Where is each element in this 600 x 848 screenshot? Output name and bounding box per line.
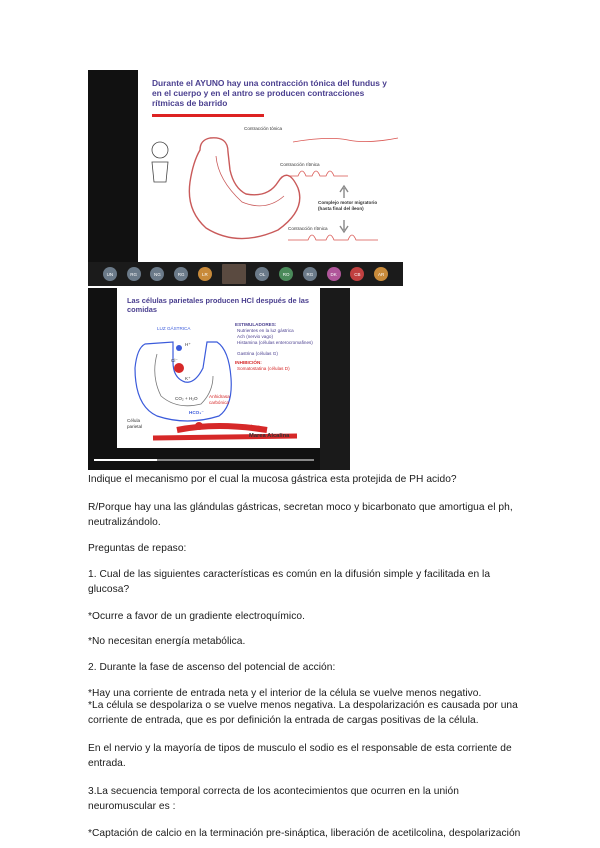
participant-strip <box>88 262 403 286</box>
screenshot-motility <box>88 70 403 286</box>
participant-avatar[interactable]: RG <box>174 267 188 281</box>
answer-text: R/Porque hay una las glándulas gástricas, secretan moco y bicarbonato que amortigua el ph, neutralizándolo. <box>88 502 513 529</box>
q1-answer-b: *No necesitan energía metabólica. <box>88 636 246 647</box>
cell-label: Célula parietal <box>127 418 143 429</box>
participant-avatar[interactable]: UN <box>103 267 117 281</box>
label-tonic: Contracción tónica <box>244 126 283 131</box>
question-1: 1. Cual de las siguientes características es común en la difusión simple y facilitada en la glucosa? <box>88 569 491 596</box>
q1-answer-a: *Ocurre a favor de un gradiente electroquímico. <box>88 611 305 622</box>
q2-answer-a: *Hay una corriente de entrada neta y el interior de la célula se vuelve menos negativo. <box>88 688 482 699</box>
bicarbonate-label: HCO₃⁻ <box>189 410 204 415</box>
inhibition-title: INHIBICIÓN: <box>235 360 262 365</box>
participant-avatar[interactable]: RG <box>303 267 317 281</box>
lumen-label: LUZ GÁSTRICA <box>157 326 191 331</box>
slide-parietal <box>117 288 321 448</box>
participant-avatar[interactable]: RG <box>127 267 141 281</box>
participant-video[interactable] <box>222 264 246 284</box>
alkaline-tide-label: Marea Alcalina <box>249 433 290 439</box>
stomach-diagram <box>138 70 403 262</box>
label-rhythmic-2: Contracción rítmica <box>288 226 328 231</box>
k-ion: K⁺ <box>185 376 191 381</box>
video-sidebar <box>320 288 350 470</box>
participant-avatar[interactable]: RO <box>279 267 293 281</box>
participant-avatar[interactable]: AR <box>374 267 388 281</box>
participant-avatar[interactable]: CB <box>350 267 364 281</box>
question-text: Indique el mecanismo por el cual la mucosa gástrica esta protejida de PH acido? <box>88 474 457 485</box>
reaction-label: CO₂ + H₂O <box>175 396 198 401</box>
participant-avatar[interactable]: LR <box>198 267 212 281</box>
stimulator-item: Gastrina (células G) <box>237 351 278 356</box>
question-2: 2. Durante la fase de ascenso del potencial de acción: <box>88 662 336 673</box>
slide-title: Las células parietales producen HCl después de las comidas <box>127 296 309 314</box>
slide-motility <box>138 70 403 262</box>
blood-label: Vaso sanguíneo <box>227 424 260 429</box>
video-progress-bar[interactable] <box>88 455 350 465</box>
enzyme-label: Anhidrasa carbónica <box>209 394 230 405</box>
inhibitor-item: Somatostatina (células D) <box>237 366 290 371</box>
q3-answer-a: *Captación de calcio en la terminación pre-sináptica, liberación de acetilcolina, despolarización <box>88 828 521 839</box>
stimulator-item: Ach (nervio vago) <box>237 334 274 339</box>
participant-avatar[interactable]: OL <box>255 267 269 281</box>
screenshot-parietal-cells <box>88 288 350 470</box>
stimulator-item: Histamina (células enterocromafines) <box>237 340 313 345</box>
label-rhythmic-1: Contracción rítmica <box>280 162 320 167</box>
participant-avatar[interactable]: DK <box>327 267 341 281</box>
q2-answer-b: *La célula se despolariza o se vuelve menos negativa. La despolarización es causada por una corriente de entrada, que es por definición la entrada de cargas positivas de la célula. <box>88 700 518 727</box>
h-ion: H⁺ <box>185 342 191 347</box>
participant-avatar[interactable]: NG <box>150 267 164 281</box>
cl-ion: Cl⁻ <box>171 358 178 363</box>
slide-title: Durante el AYUNO hay una contracción tónica del fundus y en el cuerpo y en el antro se producen contracciones rítmicas de barrido <box>152 78 387 108</box>
progress-played <box>94 459 157 461</box>
label-mmc: Complejo motor migratorio (hasta final del íleon) <box>318 200 378 211</box>
stimulators-title: ESTIMULADORES: <box>235 322 277 327</box>
q2-answer-c: En el nervio y la mayoría de tipos de musculo el sodio es el responsable de esta corriente de entrada. <box>88 743 512 770</box>
review-heading: Preguntas de repaso: <box>88 543 187 554</box>
question-3: 3.La secuencia temporal correcta de los acontecimientos que ocurren en la unión neuromuscular es : <box>88 786 459 813</box>
stimulator-item: Nutrientes en la luz gástrica <box>237 328 294 333</box>
